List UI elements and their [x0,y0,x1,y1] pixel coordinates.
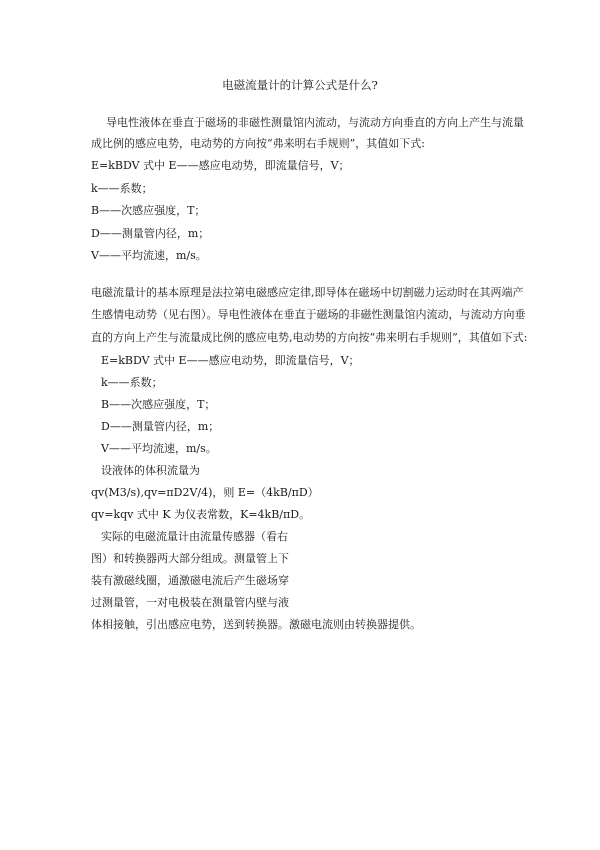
definition-line: V——平均流速，m/s。 [91,249,207,262]
definition-line: B——次感应强度，T； [91,204,206,217]
paragraph-line: 设液体的体积流量为 [101,464,200,477]
formula-line: qv(M3/s),qv=πD2V/4)，则 E=（4kB/πD） [91,486,319,499]
paragraph-line: 成比例的感应电势，电动势的方向按“弗来明右手规则”，其值如下式: [91,137,425,150]
paragraph-line: 生感情电动势（见右图）。导电性液体在垂直于磁场的非磁性测量馆内流动，与流动方向垂 [91,308,526,321]
definition-line: V——平均流速，m/s。 [101,442,217,455]
paragraph-line: 实际的电磁流量计由流量传感器（看右 [101,530,288,543]
paragraph-line: 图）和转换器两大部分组成。测量管上下 [91,552,289,565]
formula-line: E=kBDV 式中 E——感应电动势，即流量信号，V； [91,159,350,172]
document-title: 电磁流量计的计算公式是什么? [222,78,378,92]
definition-line: k——系数； [91,182,153,195]
formula-line: qv=kqv 式中 K 为仪表常数，K=4kB/πD。 [91,508,311,521]
definition-line: B——次感应强度，T； [101,398,216,411]
definition-line: D——测量管内径，m； [101,420,220,433]
paragraph-line: 过测量管，一对电极装在测量管内壁与液 [91,596,289,609]
definition-line: D——测量管内径，m； [91,227,210,240]
paragraph-line: 体相接触，引出感应电势，送到转换器。激磁电流则由转换器提供。 [91,618,421,631]
paragraph-line: 装有激磁线圈，通激磁电流后产生磁场穿 [91,574,289,587]
definition-line: k——系数； [101,376,163,389]
paragraph-line: 电磁流量计的基本原理是法拉第电磁感应定律,即导体在磁场中切割磁力运动时在其两端产 [91,286,524,299]
paragraph-line: 直的方向上产生与流量成比例的感应电势,电动势的方向按“弗来明右手规则”，其值如下式: [91,331,528,344]
paragraph-line: 导电性液体在垂直于磁场的非磁性测量馆内流动，与流动方向垂直的方向上产生与流量 [106,116,524,129]
formula-line: E=kBDV 式中 E——感应电动势，即流量信号，V； [101,354,360,367]
